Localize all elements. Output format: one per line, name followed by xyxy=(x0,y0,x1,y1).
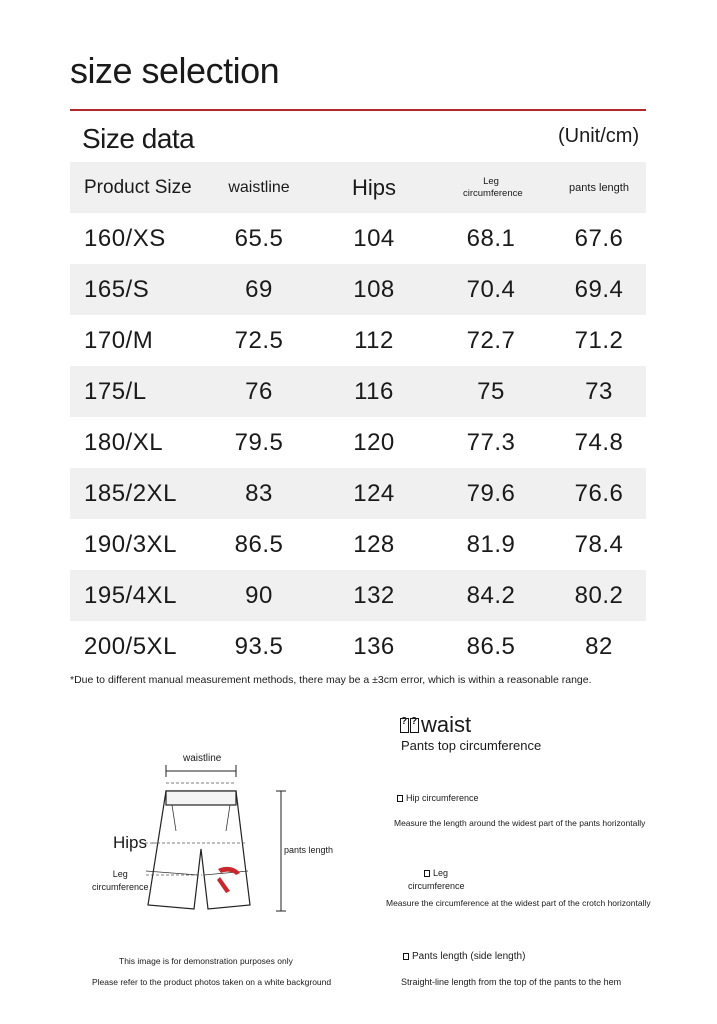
cell-size: 185/2XL xyxy=(84,479,177,507)
cell-size: 200/5XL xyxy=(84,632,177,660)
cell-leg: 77.3 xyxy=(466,428,516,456)
cell-pants-length: 82 xyxy=(585,632,613,660)
cell-waistline: 65.5 xyxy=(234,224,284,252)
cell-hips: 116 xyxy=(354,377,394,405)
table-row xyxy=(70,213,646,264)
cell-size: 170/M xyxy=(84,326,154,354)
leg-legend-title xyxy=(408,867,465,893)
header-hips: Hips xyxy=(351,174,396,200)
cell-pants-length: 67.6 xyxy=(574,224,624,252)
cell-size: 195/4XL xyxy=(84,581,177,609)
header-leg-circumference xyxy=(430,176,552,200)
diagram-leg-label-line2: circumference xyxy=(92,882,149,892)
cell-pants-length: 73 xyxy=(585,377,613,405)
cell-size: 165/S xyxy=(84,275,150,303)
demo-note-2: Please refer to the product photos taken on a white background xyxy=(92,977,332,987)
pants-length-legend-desc: Straight-line length from the top of the pants to the hem xyxy=(401,977,622,987)
cell-size: 180/XL xyxy=(84,428,164,456)
table-row xyxy=(70,570,646,621)
cell-hips: 124 xyxy=(353,479,395,507)
cell-leg: 79.6 xyxy=(466,479,516,507)
cell-size: 190/3XL xyxy=(84,530,177,558)
title-divider xyxy=(70,109,646,111)
cell-pants-length: 74.8 xyxy=(574,428,624,456)
cell-waistline: 83 xyxy=(245,479,273,507)
diagram-pants-length-label: pants length xyxy=(284,845,334,855)
cell-leg: 68.1 xyxy=(466,224,516,252)
table-header-row xyxy=(70,162,646,213)
cell-hips: 128 xyxy=(353,530,395,558)
header-leg-text: Leg circumference xyxy=(463,175,523,199)
cell-waistline: 90 xyxy=(245,581,273,609)
cell-waistline: 76 xyxy=(245,377,273,405)
cell-leg: 86.5 xyxy=(466,632,516,660)
cell-leg: 81.9 xyxy=(466,530,516,558)
cell-hips: 112 xyxy=(354,326,394,354)
table-row xyxy=(70,366,646,417)
cell-pants-length: 78.4 xyxy=(574,530,624,558)
table-row xyxy=(70,315,646,366)
cell-hips: 108 xyxy=(353,275,395,303)
bullet-icon xyxy=(424,870,430,877)
diagram-hips-label: Hips xyxy=(113,833,148,852)
waistline-measure xyxy=(166,765,236,777)
diagram-leg-label xyxy=(92,868,149,894)
cell-hips: 120 xyxy=(353,428,395,456)
leg-title-text-1: Leg xyxy=(433,868,449,878)
hip-title-text: Hip circumference xyxy=(406,793,479,803)
missing-glyph-icon xyxy=(400,718,409,733)
pl-title-text: Pants length (side length) xyxy=(412,951,526,962)
cell-waistline: 72.5 xyxy=(234,326,284,354)
table-row xyxy=(70,621,646,672)
cell-pants-length: 76.6 xyxy=(574,479,624,507)
table-row xyxy=(70,468,646,519)
cell-pants-length: 71.2 xyxy=(574,326,624,354)
header-pants-length: pants length xyxy=(569,181,629,194)
cell-waistline: 93.5 xyxy=(234,632,284,660)
bullet-icon xyxy=(397,795,403,802)
leg-legend-desc: Measure the circumference at the widest part of the crotch horizontally xyxy=(386,898,651,908)
diagram-waistline-label: waistline xyxy=(183,753,222,764)
cell-size: 175/L xyxy=(84,377,147,405)
demo-note-1: This image is for demonstration purposes only xyxy=(119,956,293,966)
unit-label: (Unit/cm) xyxy=(558,125,640,147)
hip-legend-title xyxy=(397,793,479,803)
diagram-leg-label-line1: Leg xyxy=(112,869,128,879)
size-table xyxy=(70,162,646,672)
waist-legend-subtitle: Pants top circumference xyxy=(401,738,542,753)
measurement-note: *Due to different manual measurement methods, there may be a ±3cm error, which is within a reasonable range. xyxy=(70,674,592,686)
size-data-heading: Size data xyxy=(82,123,195,154)
table-row xyxy=(70,264,646,315)
leg-title-text-2: circumference xyxy=(408,881,465,891)
cell-leg: 72.7 xyxy=(466,326,516,354)
pants-length-legend-title xyxy=(403,951,525,962)
table-row xyxy=(70,519,646,570)
header-product-size: Product Size xyxy=(84,176,192,198)
bullet-icon xyxy=(403,953,409,960)
missing-glyph-icon xyxy=(410,718,419,733)
page-title: size selection xyxy=(70,50,280,91)
cell-pants-length: 80.2 xyxy=(574,581,624,609)
shorts-outline xyxy=(148,791,250,909)
cell-hips: 136 xyxy=(353,632,395,660)
cell-hips: 132 xyxy=(353,581,395,609)
header-waistline: waistline xyxy=(228,178,290,196)
cell-waistline: 69 xyxy=(245,275,273,303)
cell-leg: 75 xyxy=(477,377,505,405)
waist-title-text: waist xyxy=(421,712,472,737)
cell-waistline: 79.5 xyxy=(234,428,284,456)
waist-legend-title xyxy=(400,712,471,738)
cell-leg: 70.4 xyxy=(466,275,516,303)
cell-size: 160/XS xyxy=(84,224,166,252)
hip-legend-desc: Measure the length around the widest part of the pants horizontally xyxy=(394,818,646,828)
cell-hips: 104 xyxy=(353,224,395,252)
cell-waistline: 86.5 xyxy=(234,530,284,558)
cell-leg: 84.2 xyxy=(466,581,516,609)
table-row xyxy=(70,417,646,468)
cell-pants-length: 69.4 xyxy=(574,275,624,303)
